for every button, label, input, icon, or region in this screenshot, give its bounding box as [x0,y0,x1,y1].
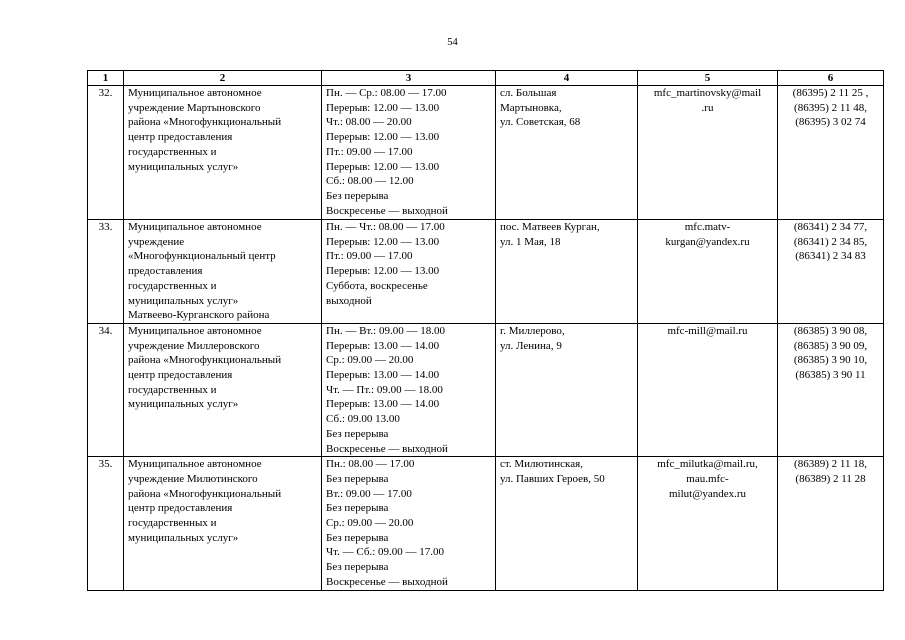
email-line: mfc_martinovsky@mail [653,87,762,99]
organization-name-line: Муниципальное автономное [128,458,262,471]
cell-work-schedule [322,323,496,456]
header-col-5: 5 [638,71,778,86]
organization-name-line: района «Многофункциональный [128,487,282,500]
work-schedule-line: выходной [326,294,372,307]
organization-name-line: муниципальных услуг» [128,160,239,173]
email-line: mfc.matv- [684,221,731,233]
work-schedule-line: Без перерыва [326,189,389,202]
email-line: milut@yandex.ru [668,487,747,500]
work-schedule-line: Перерыв: 12.00 — 13.00 [326,265,440,278]
work-schedule-line: Перерыв: 12.00 — 13.00 [326,235,440,248]
work-schedule-line: Вт.: 09.00 — 17.00 [326,487,412,500]
work-schedule-line: Сб.: 08.00 — 12.00 [326,175,414,188]
organization-name-line: учреждение Милютинского [128,472,258,485]
work-schedule-line: Воскресенье — выходной [326,204,448,217]
table-row [88,220,884,324]
work-schedule-line: Перерыв: 12.00 — 13.00 [326,101,440,114]
phones-line: (86341) 2 34 85, [793,235,868,248]
cell-phones [778,86,884,220]
mfc-table [87,70,884,591]
cell-row-number: 34. [88,323,124,456]
cell-phones [778,220,884,324]
email-line: mfc-mill@mail.ru [667,324,748,337]
organization-name-line: центр предоставления [128,369,233,382]
header-col-4: 4 [496,71,638,86]
work-schedule-line: Перерыв: 12.00 — 13.00 [326,160,440,173]
organization-name-line: Матвеево-Курганского района [128,309,270,322]
email-line: .ru [701,101,714,114]
work-schedule-line: Пн. — Ср.: 08.00 — 17.00 [326,87,447,99]
table-row [88,86,884,220]
organization-name-line: Муниципальное автономное [128,221,262,233]
organization-name-line: района «Многофункциональный [128,354,282,367]
cell-address [496,457,638,590]
cell-phones [778,457,884,590]
address-line: пос. Матвеев Курган, [500,221,600,233]
work-schedule-line: Чт. — Пт.: 09.00 — 18.00 [326,383,443,396]
work-schedule-line: Ср.: 09.00 — 20.00 [326,517,414,530]
work-schedule-line: Чт. — Сб.: 09.00 — 17.00 [326,546,445,559]
organization-name-line: муниципальных услуг» [128,398,239,411]
cell-email [638,323,778,456]
cell-email [638,457,778,590]
address-line: ст. Милютинская, [500,458,583,471]
work-schedule-line: Воскресенье — выходной [326,575,448,588]
work-schedule-line: Перерыв: 13.00 — 14.00 [326,339,440,352]
address-line: ул. 1 Мая, 18 [500,235,561,248]
cell-organization-name [124,457,322,590]
organization-name-line: государственных и [128,383,217,396]
email-line: kurgan@yandex.ru [665,235,750,248]
header-col-3: 3 [322,71,496,86]
organization-name-line: государственных и [128,145,217,158]
table-row [88,323,884,456]
organization-name-line: государственных и [128,517,217,530]
work-schedule-line: Перерыв: 13.00 — 14.00 [326,369,440,382]
organization-name-line: учреждение [128,235,185,248]
email-line: mau.mfc- [686,472,729,485]
address-line: Мартыновка, [500,101,562,114]
cell-row-number: 33. [88,220,124,324]
cell-work-schedule [322,86,496,220]
work-schedule-line: Суббота, воскресенье [326,279,428,292]
work-schedule-line: Перерыв: 13.00 — 14.00 [326,398,440,411]
cell-row-number: 32. [88,86,124,220]
work-schedule-line: Ср.: 09.00 — 20.00 [326,354,414,367]
work-schedule-line: Без перерыва [326,531,389,544]
work-schedule-line: Пн. — Вт.: 09.00 — 18.00 [326,324,445,337]
organization-name-line: центр предоставления [128,502,233,515]
address-line: ул. Советская, 68 [500,116,581,129]
phones-line: (86385) 3 90 08, [793,324,868,337]
phones-line: (86341) 2 34 83 [795,250,866,263]
header-row [88,71,884,86]
address-line: ул. Ленина, 9 [500,339,562,352]
address-line: сл. Большая [500,87,557,99]
work-schedule-line: Без перерыва [326,427,389,440]
work-schedule-line: Без перерыва [326,502,389,515]
cell-organization-name [124,86,322,220]
cell-work-schedule [322,457,496,590]
organization-name-line: учреждение Миллеровского [128,339,260,352]
work-schedule-line: Пн. — Чт.: 08.00 — 17.00 [326,221,445,233]
phones-line: (86385) 3 90 10, [793,354,868,367]
phones-line: (86385) 3 90 11 [795,369,866,382]
organization-name-line: центр предоставления [128,131,233,144]
email-line: mfc_milutka@mail.ru, [657,458,758,471]
phones-line: (86341) 2 34 77, [793,221,868,233]
work-schedule-line: Пт.: 09.00 — 17.00 [326,250,413,263]
organization-name-line: Муниципальное автономное [128,87,262,99]
header-col-1: 1 [88,71,124,86]
phones-line: (86395) 2 11 25 , [792,87,869,99]
address-line: ул. Павших Героев, 50 [500,472,605,485]
work-schedule-line: Воскресенье — выходной [326,442,448,455]
work-schedule-line: Пн.: 08.00 — 17.00 [326,458,415,471]
cell-phones [778,323,884,456]
organization-name-line: муниципальных услуг» [128,531,239,544]
phones-line: (86395) 2 11 48, [794,101,867,114]
phones-line: (86389) 2 11 28 [795,472,866,485]
work-schedule-line: Без перерыва [326,561,389,574]
header-col-6: 6 [778,71,884,86]
cell-row-number: 35. [88,457,124,590]
phones-line: (86395) 3 02 74 [795,116,866,129]
organization-name-line: предоставления [128,265,203,278]
cell-email [638,220,778,324]
cell-address [496,323,638,456]
work-schedule-line: Сб.: 09.00 13.00 [326,413,400,426]
table-row [88,457,884,590]
cell-address [496,220,638,324]
work-schedule-line: Пт.: 09.00 — 17.00 [326,145,413,158]
cell-organization-name [124,220,322,324]
phones-line: (86385) 3 90 09, [793,339,868,352]
cell-organization-name [124,323,322,456]
organization-name-line: Муниципальное автономное [128,324,262,337]
address-line: г. Миллерово, [500,324,565,337]
organization-name-line: «Многофункциональный центр [128,250,276,263]
page-number: 54 [447,37,458,48]
header-col-2: 2 [124,71,322,86]
phones-line: (86389) 2 11 18, [794,458,867,471]
organization-name-line: муниципальных услуг» [128,294,239,307]
cell-work-schedule [322,220,496,324]
work-schedule-line: Чт.: 08.00 — 20.00 [326,116,412,129]
organization-name-line: государственных и [128,279,217,292]
work-schedule-line: Перерыв: 12.00 — 13.00 [326,131,440,144]
cell-email [638,86,778,220]
cell-address [496,86,638,220]
organization-name-line: учреждение Мартыновского [128,101,261,114]
work-schedule-line: Без перерыва [326,472,389,485]
organization-name-line: района «Многофункциональный [128,116,282,129]
